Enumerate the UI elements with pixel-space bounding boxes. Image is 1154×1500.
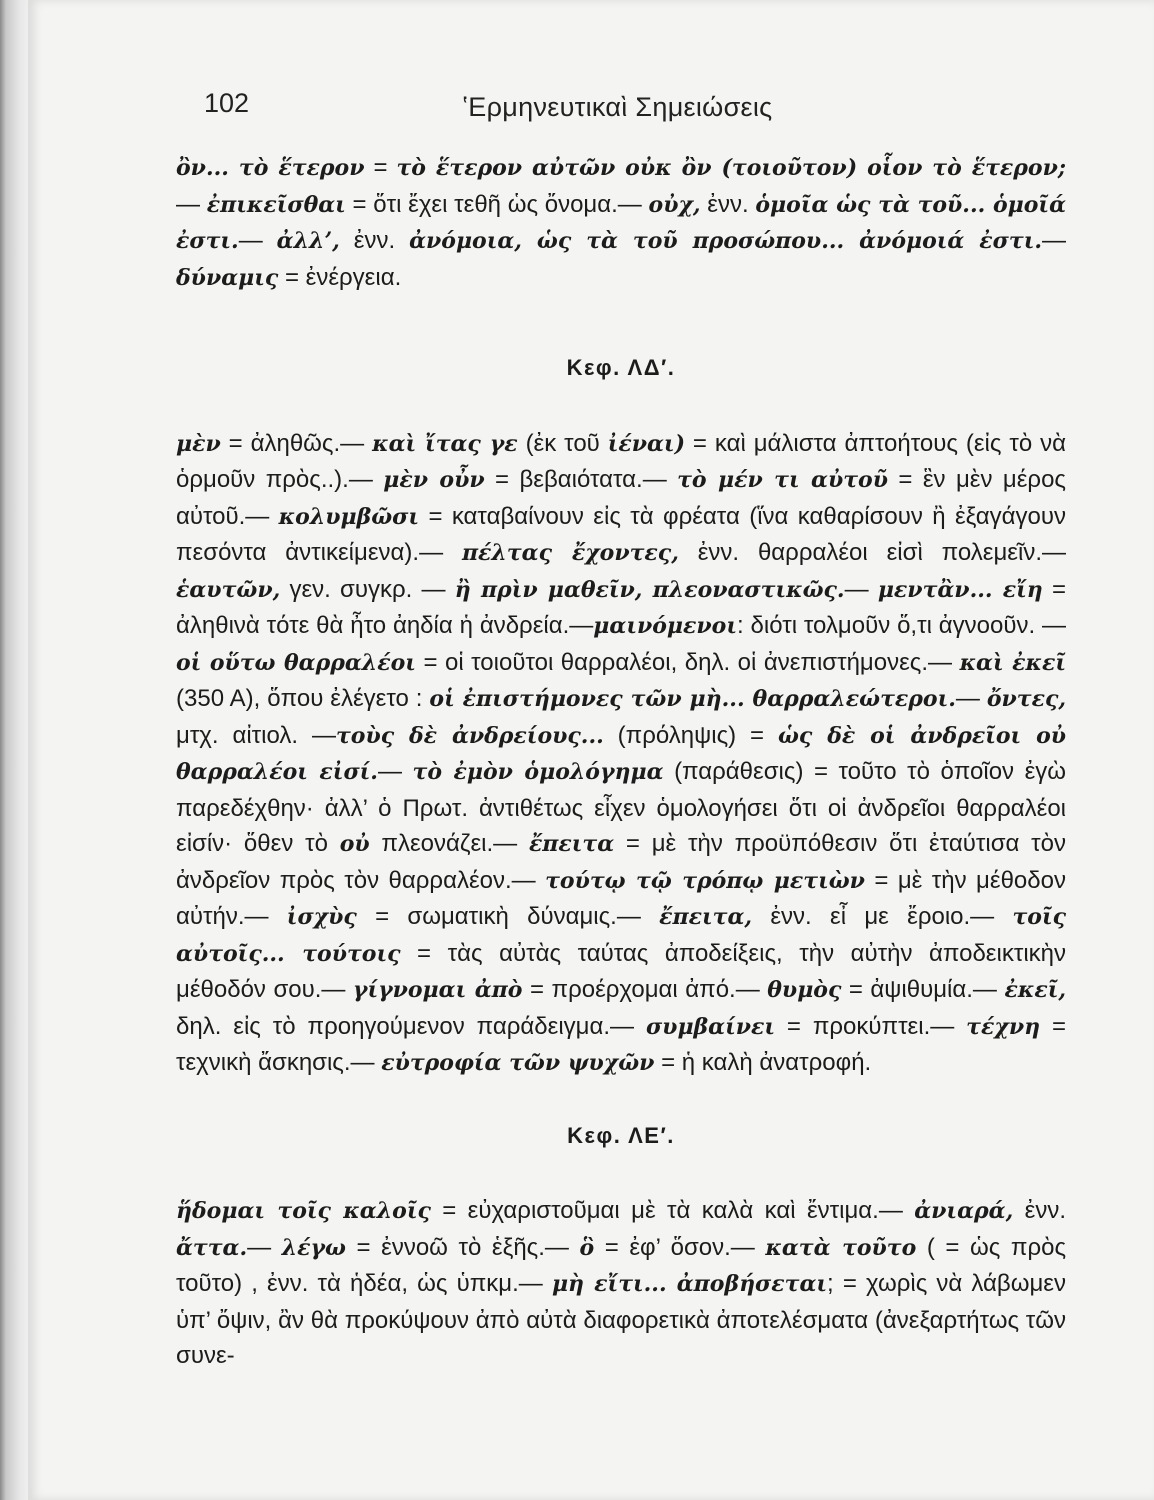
gloss-text: = βεβαιότατα.— [484,466,678,493]
gloss-text: ἐνν. [339,227,410,254]
lemma-text: μεντἂν... εἴη [877,576,1043,603]
gloss-text: — [238,227,277,254]
gloss-text: = ἓν μὲν μέρος αὐτοῦ.— [176,466,1066,530]
gloss-text: = μὲ τὴν προϋπόθεσιν ὅτι ἐταύτισα τὸν ἀνδρεῖον πρὸς τὸν θαρραλέον.— [176,830,1066,894]
gloss-text: = ἡ καλὴ ἀνατροφή. [654,1049,872,1076]
lemma-text: οἱ ἐπιστήμονες τῶν μὴ... θαρραλεώτεροι. [429,686,956,712]
gloss-text: ἐνν. [1013,1197,1066,1224]
running-title: ʽΕρμηνευτικαὶ Σημειώσεις [462,92,773,122]
gloss-text: = ἀψιθυμία.— [841,976,1005,1003]
gloss-text: = εὐχαριστοῦμαι μὲ τὰ καλὰ καὶ ἔντιμα.— [430,1197,915,1224]
gloss-text: = καταβαίνουν εἰς τὰ φρέατα (ἵνα καθαρίσουν ἢ ἐξαγάγουν πεσόντα ἀντικείμενα).— [176,502,1067,566]
commentary-paragraph-3 [176,1193,1066,1374]
gloss-text: (ἐκ τοῦ [517,429,608,457]
lemma-text: τὸ ἕτερον αὐτῶν οὐκ ὂν (τοιοῦτον) οἷον τὸ ἕτερον; [396,155,1066,181]
lemma-text: γίγνομαι ἀπὸ [352,977,523,1003]
lemma-text: μὲν [176,430,221,457]
gloss-text: = οἱ τοιοῦτοι θαρραλέοι, δηλ. οἱ ἀνεπιστήμονες.— [415,648,960,676]
gloss-text: = ὅτι ἔχει τεθῆ ὡς ὄνομα.— [345,190,649,218]
gloss-text: δηλ. εἰς τὸ προηγούμενον παράδειγμα.— [176,1012,646,1040]
lemma-text: ὃ [579,1234,595,1261]
gloss-text: πλεονάζει.— [369,830,529,857]
lemma-text: πέλτας ἔχοντες, [461,540,679,566]
lemma-text: τοῖς αὐτοῖς... τούτοις [176,904,1067,967]
gloss-text: γεν. συγκρ. — [280,575,455,603]
gloss-text: ἐνν. [700,190,756,218]
lemma-text: ὡς δὲ οἱ ἀνδρεῖοι οὐ θαρραλέοι εἰσί. [176,722,1067,785]
lemma-text: ἄττα. [176,1234,248,1261]
lemma-text: καὶ ἐκεῖ [959,649,1067,676]
lemma-text: ἀνόμοια, ὡς τὰ τοῦ προσώπου... ἀνόμοιά ἐστι. [409,228,1043,254]
gloss-text: ( = ὡς πρὸς τοῦτο) , ἐνν. τὰ ἡδέα, ὡς ὑπκμ.— [176,1233,1067,1297]
gloss-text: ; = χωρὶς νὰ λάβωμεν ὑπ’ ὄψιν, ἂν θὰ προκύψουν ἀπὸ αὐτὰ διαφορετικὰ ἀποτελέσματα (ἀνεξαρτήτως τῶν συνε- [176,1270,1067,1369]
lemma-text: κολυμβῶσι [278,503,420,530]
gloss-text: = ἐφ’ ὅσον.— [594,1233,766,1261]
lemma-text: ἥδομαι τοῖς καλοῖς [176,1198,431,1224]
gloss-text: = προέρχομαι ἀπό.— [522,976,768,1003]
lemma-text: θυμὸς [767,977,842,1003]
chapter-heading-35: Κεφ. ΛΕ′. [567,1122,675,1148]
gloss-text: μτχ. αἰτιολ. — [176,721,336,749]
lemma-text: ὂν... τὸ ἕτερον [176,155,365,181]
page-number: 102 [204,88,250,118]
gloss-text: = ἐννοῶ τὸ ἑξῆς.— [345,1233,580,1261]
lemma-text: ὄντες, [986,686,1066,712]
lemma-text: τὸ ἐμὸν ὁμολόγημα [412,759,664,785]
lemma-text: ἔπειτα [528,831,615,857]
book-gutter-edge [0,0,28,1500]
gloss-text: = προκύπτει.— [775,1012,967,1040]
lemma-text: ἐπικεῖσθαι [206,191,346,218]
lemma-text: ἰσχὺς [286,904,357,930]
lemma-text: τούτῳ τῷ τρόπῳ μετιὼν [545,867,865,894]
gloss-text: = τεχνικὴ ἄσκησις.— [176,1012,1066,1076]
lemma-text: ἀλλ’, [276,228,340,254]
chapter-heading-34: Κεφ. ΛΔ′. [566,355,676,380]
commentary-paragraph-1 [176,150,1066,296]
lemma-text: δύναμις [176,264,279,291]
gloss-text: = μὲ τὴν μέθοδον αὐτήν.— [176,866,1066,930]
lemma-text: τὸ μέν τι αὐτοῦ [677,467,888,493]
gloss-text: (350 Α), ὅπου ἐλέγετο : [176,685,430,712]
gloss-text: = τὰς αὐτὰς ταύτας ἀποδείξεις, τὴν αὐτὴν ἀποδεικτικὴν μέθοδόν σου.— [176,939,1067,1003]
lemma-text: κατὰ τοῦτο [765,1234,917,1261]
lemma-text: οὐχ, [648,191,701,218]
lemma-text: ἔπειτα, [659,904,753,930]
lemma-text: μὲν οὖν [383,467,485,493]
lemma-text: ἐκεῖ, [1004,977,1066,1003]
gloss-text: — [955,685,987,712]
lemma-text: ἰέναι) [607,430,685,457]
gloss-text: (παράθεσις) = τοῦτο τὸ ὁποῖον ἐγὼ παρεδέχθην· ἀλλ’ ὁ Πρωτ. ἀντιθέτως εἶχεν ὁμολογήσει ὅτι οἱ ἀνδρεῖοι θαρραλέοι εἰσίν· ὅθεν τὸ [176,758,1067,857]
lemma-text: τοὺς δὲ ἀνδρείους... [335,722,604,749]
gloss-text: = ἐνέργεια. [278,263,402,291]
lemma-text: ἢ πρὶν μαθεῖν, πλεοναστικῶς. [454,576,845,603]
gloss-text: = [364,154,397,181]
gloss-text: : διότι τολμοῦν ὅ,τι ἀγνοοῦν. — [736,612,1067,639]
gloss-text: = σωματικὴ δύναμις.— [356,903,660,930]
lemma-text: λέγω [281,1234,346,1261]
lemma-text: μὴ εἴτι... ἀποβήσεται [551,1271,828,1297]
lemma-text: καὶ ἴτας γε [372,430,518,457]
gloss-text: (πρόληψις) = [603,721,778,749]
gloss-text: ἐνν. εἶ με ἔροιο.— [752,903,1013,930]
gloss-text: — [247,1233,282,1261]
gloss-text: = ἀληθῶς.— [220,429,373,457]
gloss-text: — [176,190,207,218]
lemma-text: οὐ [339,831,370,857]
lemma-text: εὐτροφία τῶν ψυχῶν [381,1050,655,1076]
lemma-text: τέχνη [966,1013,1041,1040]
page-header [176,84,1064,124]
gloss-text: = ἀληθινὰ τότε θὰ ἦτο ἀηδία ἡ ἀνδρεία.— [176,575,1067,639]
lemma-text: ὁμοῖα ὡς τὰ τοῦ... ὁμοῖά ἐστι. [176,191,1067,254]
gloss-text: = καὶ μάλιστα ἀπτοήτους (εἰς τὸ νὰ ὁρμοῦν πρὸς..).— [176,429,1066,493]
gloss-text: — [844,575,878,603]
lemma-text: οἱ οὕτω θαρραλέοι [176,649,416,676]
gloss-text: — [1042,227,1067,254]
lemma-text: συμβαίνει [645,1013,776,1040]
lemma-text: ἀνιαρά, [914,1198,1014,1224]
page-body [176,150,1066,1374]
commentary-paragraph-2 [176,426,1066,1082]
lemma-text: μαινόμενοι [593,613,737,639]
gloss-text: ἐνν. θαρραλέοι εἰσὶ πολεμεῖν.— [678,539,1066,566]
gloss-text: — [377,758,413,785]
lemma-text: ἑαυτῶν, [176,576,281,603]
